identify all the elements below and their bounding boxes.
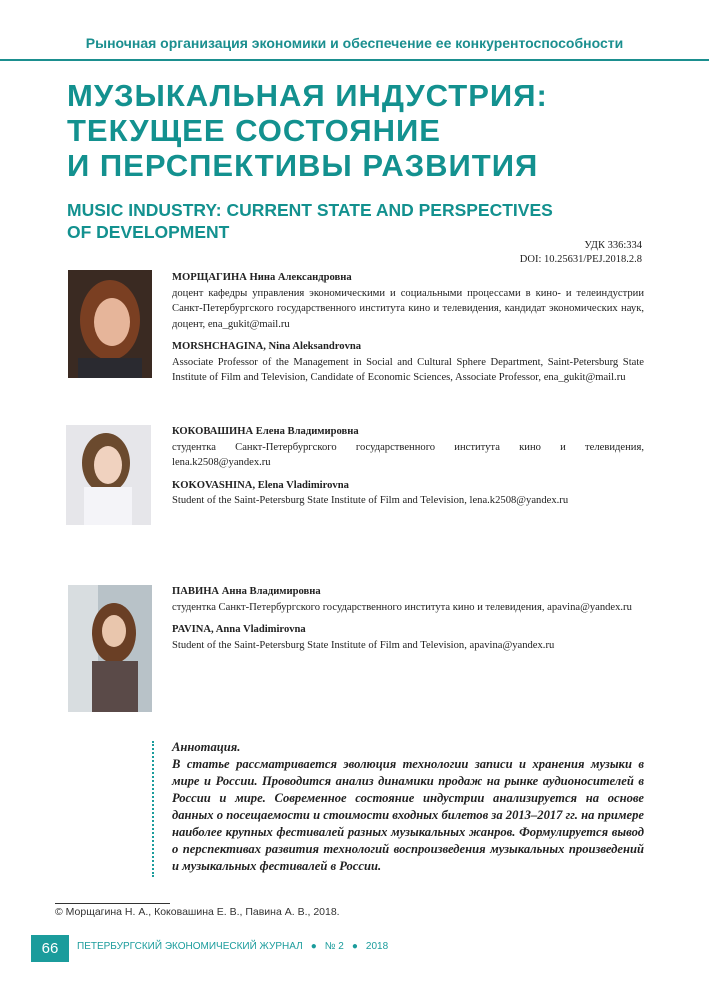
bullet-icon: ●: [351, 941, 358, 952]
doi: DOI: 10.25631/PEJ.2018.2.8: [519, 254, 642, 265]
author-name-ru: ПАВИНА Анна Владимировна: [172, 586, 321, 597]
author-block-1: [172, 270, 644, 393]
author-info-en: Student of the Saint-Petersburg State Institute of Film and Television, apavina@yandex.ru: [172, 639, 555, 651]
footnote-rule: [55, 903, 170, 904]
author-info-ru: доцент кафедры управления экономическими и социальными процессами в кино- и телеиндустрии Санкт-Петербургского государственного института кино и телевидения, кандидат экономических наук, доцент, ena_gukit@mail.ru: [172, 287, 644, 330]
title-line: МУЗЫКАЛЬНАЯ ИНДУСТРИЯ:: [67, 78, 548, 113]
udc: УДК 336:334: [584, 240, 642, 251]
title-line: И ПЕРСПЕКТИВЫ РАЗВИТИЯ: [67, 148, 539, 183]
abstract-heading: Аннотация.: [172, 740, 241, 754]
author-photo-3: [68, 585, 152, 712]
udc-doi: [520, 239, 642, 267]
issue-number: № 2: [324, 941, 344, 952]
author-block-3: [172, 584, 644, 660]
journal-name: ПЕТЕРБУРГСКИЙ ЭКОНОМИЧЕСКИЙ ЖУРНАЛ: [77, 941, 303, 952]
section-header: Рыночная организация экономики и обеспечение ее конкурентоспособности: [85, 35, 624, 51]
author-name-ru: КОКОВАШИНА Елена Владимировна: [172, 426, 359, 437]
abstract-dotted-rule: [152, 741, 154, 877]
bullet-icon: ●: [310, 941, 317, 952]
author-name-en: MORSHCHAGINA, Nina Aleksandrovna: [172, 341, 362, 352]
author-info-en: Associate Professor of the Management in Social and Cultural Sphere Department, Saint-Petersburg State Institute of Film and Television, Candidate of Economic Sciences, Associate Professor, ena_gukit@mail.ru: [172, 356, 644, 383]
author-name-en: KOKOVASHINA, Elena Vladimirovna: [172, 479, 349, 491]
journal-footer: [77, 941, 388, 952]
copyright-footnote: © Морщагина Н. А., Коковашина Е. В., Павина А. В., 2018.: [55, 906, 340, 918]
author-name-ru: МОРЩАГИНА Нина Александровна: [172, 272, 352, 283]
page-number: 66: [31, 935, 69, 962]
abstract-text: В статье рассматривается эволюция технологии записи и хранения музыки в мире и России. Проводится анализ динамики продаж на рынке аудионосителей в России и мире. Современное состояние индустрии анализируется на основе данных о посещаемости и стоимости входных билетов за 2013–2017 гг. на примере наиболее крупных фестивалей разных музыкальных жанров. Формулируется вывод о перспективах развития технологий воспроизведения музыкальных произведений и музыкальных фестивалей в России.: [172, 757, 644, 873]
article-title: [67, 78, 548, 183]
author-block-2: [172, 424, 644, 516]
author-info-ru: студентка Санкт-Петербургского государственного института кино и телевидения, lena.k2508@yandex.ru: [172, 441, 644, 468]
author-info-en: Student of the Saint-Petersburg State Institute of Film and Television, lena.k2508@yandex.ru: [172, 495, 569, 506]
english-title: [67, 199, 553, 243]
author-info-ru: студентка Санкт-Петербургского государственного института кино и телевидения, apavina@yandex.ru: [172, 601, 632, 613]
abstract: [172, 739, 644, 875]
title-line: ТЕКУЩЕЕ СОСТОЯНИЕ: [67, 113, 441, 148]
header-rule: [0, 59, 709, 61]
en-title-line: MUSIC INDUSTRY: CURRENT STATE AND PERSPECTIVES: [67, 200, 553, 220]
author-name-en: PAVINA, Anna Vladimirovna: [172, 624, 306, 635]
year: 2018: [365, 941, 389, 952]
author-photo-1: [68, 270, 152, 378]
author-photo-2: [66, 425, 151, 525]
en-title-line: OF DEVELOPMENT: [67, 222, 230, 242]
